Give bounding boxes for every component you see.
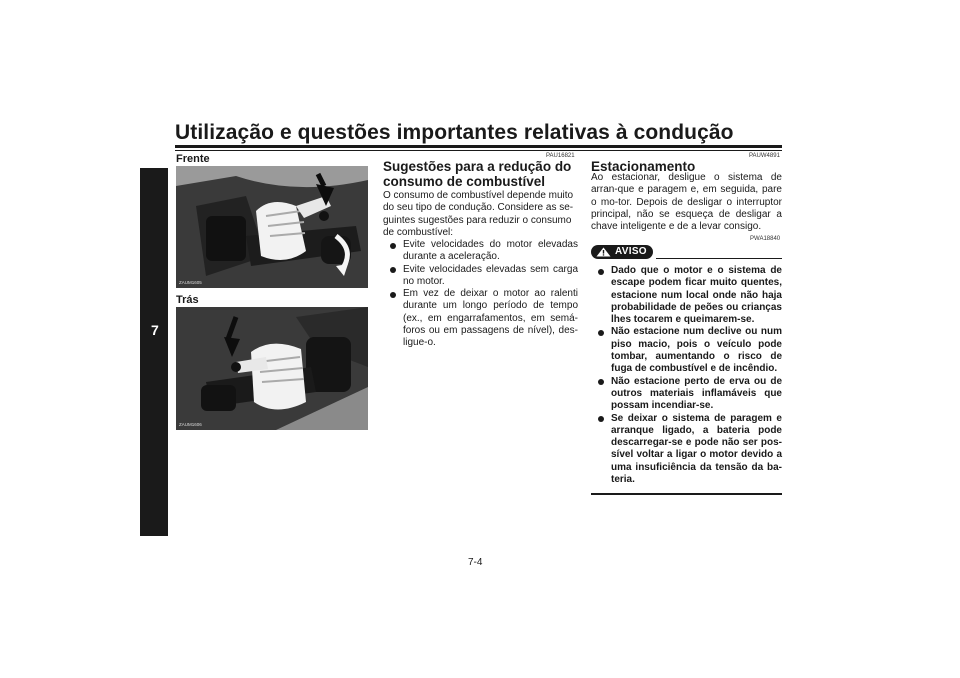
bullet-icon [390, 243, 396, 249]
list-item [383, 264, 578, 289]
warning-header-rule [656, 258, 782, 259]
bullet-icon [598, 330, 604, 336]
figure-rear-photo [176, 307, 368, 430]
bullet-icon [598, 416, 604, 422]
warning-end-rule [591, 493, 782, 495]
fuel-intro-line-2: do seu tipo de condução. Considere as se- [383, 202, 574, 214]
warning-text-3: Não estacione perto de erva ou de outros materiais inflamáveis que possam incendiar-se. [611, 375, 782, 412]
chapter-number: 7 [151, 322, 159, 338]
list-item [591, 265, 782, 326]
bullet-icon [598, 269, 604, 275]
parking-section-heading: Estacionamento [591, 159, 696, 174]
page-title: Utilização e questões importantes relativas à condução [175, 121, 734, 144]
warning-text-4: Se deixar o sistema de paragem e arranque ligado, a bateria pode descarregar-se e pode não ser pos-sível voltar a ligar o motor devido a uma insuficiência da tensão da ba-teria. [611, 412, 782, 486]
figure-rear-label: Trás [176, 294, 199, 306]
warning-label: AVISO [615, 246, 647, 257]
warning-text-1: Dado que o motor e o sistema de escape podem ficar muito quentes, estacione num local onde não haja probabilidade de peões ou crianças lhes tocarem e queimarem-se. [611, 265, 782, 326]
page-number: 7-4 [468, 557, 483, 568]
figure-front-code: ZAUM1605 [179, 280, 202, 285]
list-item [591, 326, 782, 375]
bullet-icon [390, 267, 396, 273]
fuel-tip-text-2: Evite velocidades elevadas sem carga no motor. [403, 263, 578, 287]
fuel-intro-line-4: de combustível: [383, 226, 454, 238]
list-item [591, 376, 782, 413]
parking-warnings-list [591, 265, 782, 486]
header-rule-thin [175, 150, 782, 151]
warning-code: PWA18840 [750, 236, 781, 242]
list-item [383, 239, 578, 264]
warning-triangle-icon [596, 247, 611, 257]
list-item [383, 288, 578, 349]
fuel-tip-text-3: Em vez de deixar o motor ao ralenti durante um longo período de tempo (ex., em engarrafamentos, em semá-foros ou em passagens de nível), des-ligue-o. [403, 288, 578, 349]
handlebar-switch-front-illustration [176, 166, 368, 288]
figure-rear-code: ZAUM1606 [179, 422, 202, 427]
warning-badge [591, 245, 653, 259]
list-item [591, 413, 782, 487]
header-rule-thick [175, 145, 782, 148]
figure-front-photo [176, 166, 368, 288]
bullet-icon [598, 379, 604, 385]
figure-front-label: Frente [176, 153, 210, 165]
fuel-intro-line-1: O consumo de combustível depende muito [383, 190, 574, 201]
chapter-tab [140, 168, 168, 536]
bullet-icon [390, 292, 396, 298]
fuel-section-heading [383, 159, 578, 189]
parking-section-code: PAUW4891 [749, 153, 780, 159]
parking-intro: Ao estacionar, desligue o sistema de arran-que e paragem e, em seguida, pare o mo-tor. Depois de desligar o interruptor principal, não se esqueça de desligar a chave inteligente e de a levar consigo. [591, 172, 782, 233]
fuel-section-code: PAU16821 [546, 153, 575, 159]
handlebar-switch-rear-illustration [176, 307, 368, 430]
fuel-tip-text-1: Evite velocidades do motor elevadas durante a aceleração. [403, 239, 578, 263]
fuel-heading-line-2: consumo de combustível [383, 174, 546, 189]
fuel-tips-list [383, 239, 578, 350]
warning-text-2: Não estacione num declive ou num piso macio, pois o veículo pode tombar, aumentando o risco de fuga de combustível e de incêndio. [611, 326, 782, 375]
fuel-heading-line-1: Sugestões para a redução do [383, 159, 572, 174]
fuel-intro [383, 190, 578, 239]
fuel-intro-line-3: guintes sugestões para reduzir o consumo [383, 214, 572, 226]
